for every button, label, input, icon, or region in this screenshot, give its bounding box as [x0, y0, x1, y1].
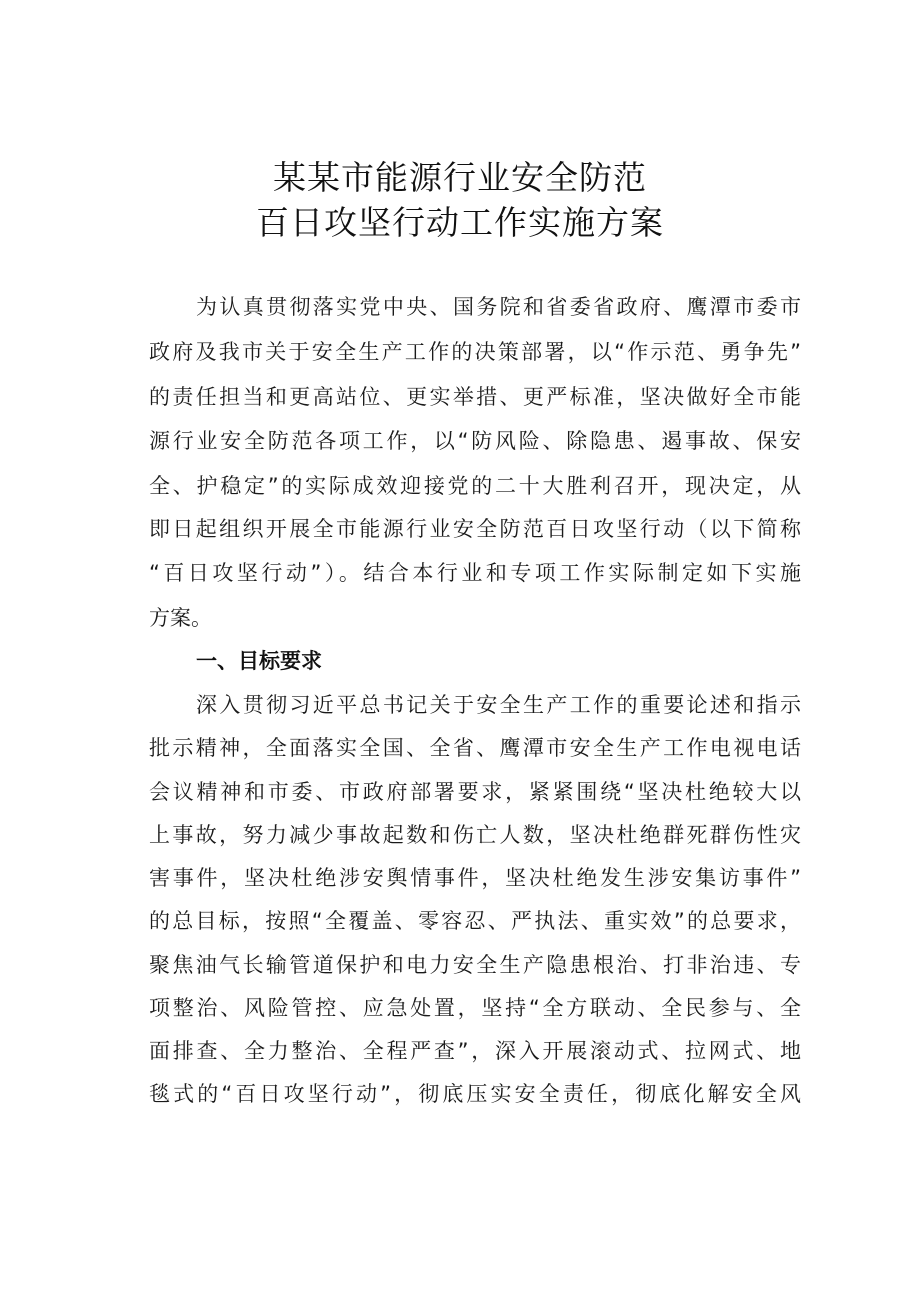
paragraph-line: 方案。: [149, 606, 212, 630]
document-title-line-1: 某某市能源行业安全防范: [273, 158, 647, 197]
paragraph-line: 害事件，坚决杜绝涉安舆情事件，坚决杜绝发生涉安集访事件”: [149, 866, 801, 890]
paragraph-line: 上事故，努力减少事故起数和伤亡人数，坚决杜绝群死群伤性灾: [149, 823, 801, 847]
paragraph-line: 面排查、全力整治、全程严查”，深入开展滚动式、拉网式、地: [149, 1039, 801, 1063]
paragraph-line: 会议精神和市委、市政府部署要求，紧紧围绕“坚决杜绝较大以: [149, 780, 801, 804]
paragraph-line: 深入贯彻习近平总书记关于安全生产工作的重要论述和指示: [196, 693, 801, 717]
paragraph-line: 源行业安全防范各项工作，以“防风险、除隐患、遏事故、保安: [149, 429, 801, 453]
paragraph-line: 聚焦油气长输管道保护和电力安全生产隐患根治、打非治违、专: [149, 953, 801, 977]
paragraph-line: 的责任担当和更高站位、更实举措、更严标准，坚决做好全市能: [149, 385, 801, 409]
paragraph-line: 为认真贯彻落实党中央、国务院和省委省政府、鹰潭市委市: [196, 295, 801, 319]
paragraph-line: 批示精神，全面落实全国、全省、鹰潭市安全生产工作电视电话: [149, 736, 801, 760]
paragraph-line: 政府及我市关于安全生产工作的决策部署，以“作示范、勇争先”: [149, 340, 801, 364]
paragraph-line: 即日起组织开展全市能源行业安全防范百日攻坚行动（以下简称: [149, 517, 801, 541]
paragraph-line: 项整治、风险管控、应急处置，坚持“全方联动、全民参与、全: [149, 996, 801, 1020]
paragraph-line: 的总目标，按照“全覆盖、零容忍、严执法、重实效”的总要求，: [149, 909, 801, 933]
section-heading: 一、目标要求: [196, 649, 322, 673]
paragraph-line: 毯式的“百日攻坚行动”，彻底压实安全责任，彻底化解安全风: [149, 1082, 801, 1106]
document-title-line-2: 百日攻坚行动工作实施方案: [256, 203, 664, 242]
paragraph-line: “百日攻坚行动”）。结合本行业和专项工作实际制定如下实施: [149, 561, 801, 585]
paragraph-line: 全、护稳定”的实际成效迎接党的二十大胜利召开，现决定，从: [149, 474, 801, 498]
